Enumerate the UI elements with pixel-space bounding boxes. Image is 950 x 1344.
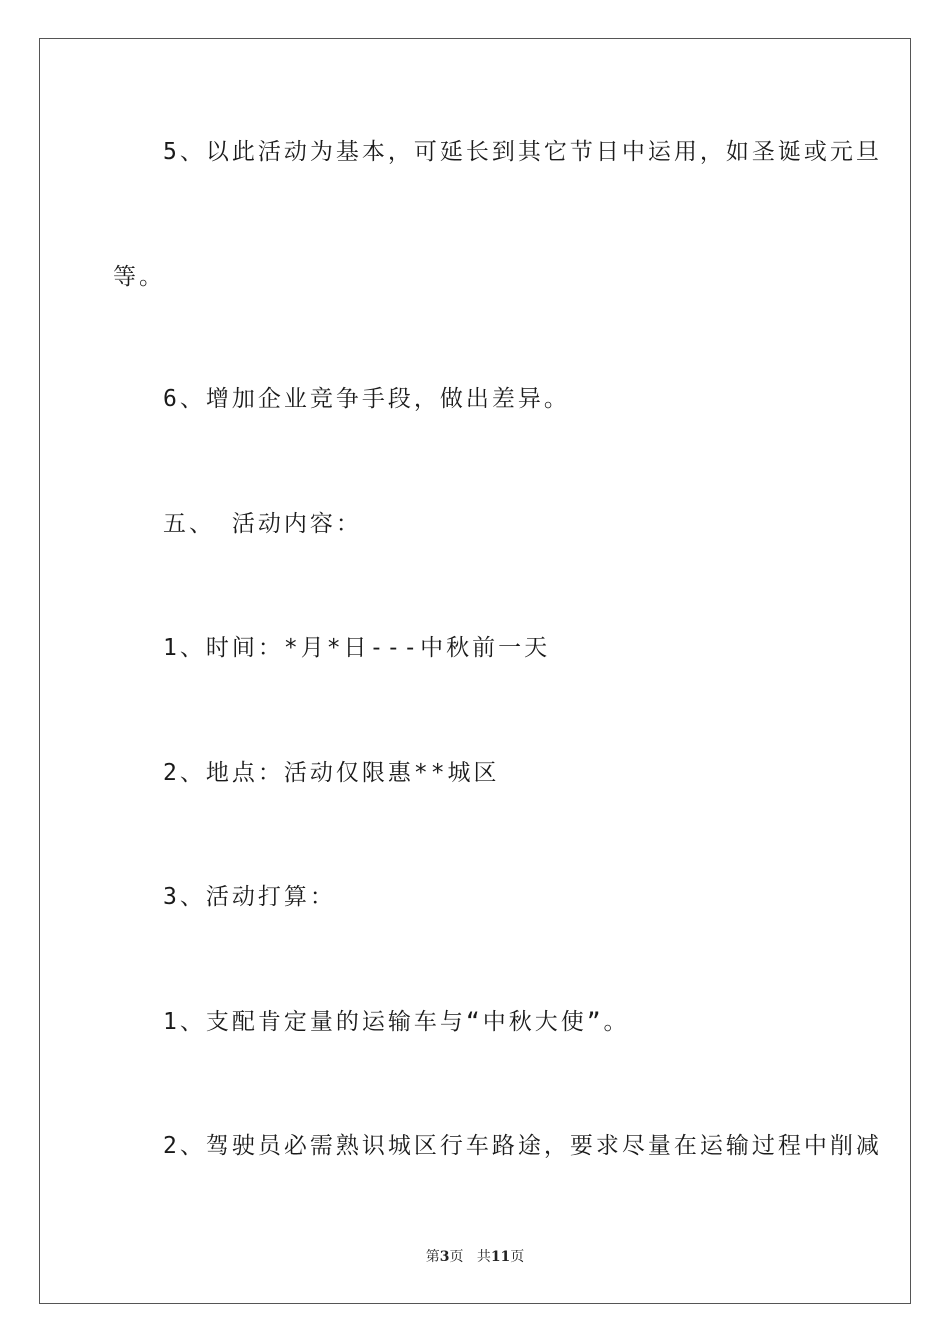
paragraph-line: 等。 — [113, 264, 165, 290]
paragraph-line: 2、驾驶员必需熟识城区行车路途，要求尽量在运输过程中削减 — [163, 1133, 882, 1159]
footer-total-pages: 11 — [490, 1249, 511, 1265]
footer-prefix: 第 — [425, 1249, 440, 1265]
paragraph-line: 3、活动打算： — [163, 884, 336, 910]
paragraph-line: 5、以此活动为基本，可延长到其它节日中运用，如圣诞或元旦 — [163, 139, 882, 165]
paragraph-line: 1、时间：*月*日---中秋前一天 — [163, 635, 551, 661]
section-heading: 五、 活动内容： — [163, 511, 362, 537]
footer-page-number: 3 — [439, 1249, 450, 1265]
paragraph-line: 6、增加企业竞争手段，做出差异。 — [163, 386, 570, 412]
paragraph-line: 1、支配肯定量的运输车与“中秋大使”。 — [163, 1009, 630, 1035]
page-footer — [0, 1248, 950, 1266]
footer-total-unit: 页 — [510, 1249, 525, 1265]
footer-total-prefix: 共 — [476, 1249, 491, 1265]
paragraph-line: 2、地点：活动仅限惠**城区 — [163, 760, 500, 786]
page-border — [39, 38, 911, 1304]
footer-page-unit: 页 — [449, 1249, 464, 1265]
